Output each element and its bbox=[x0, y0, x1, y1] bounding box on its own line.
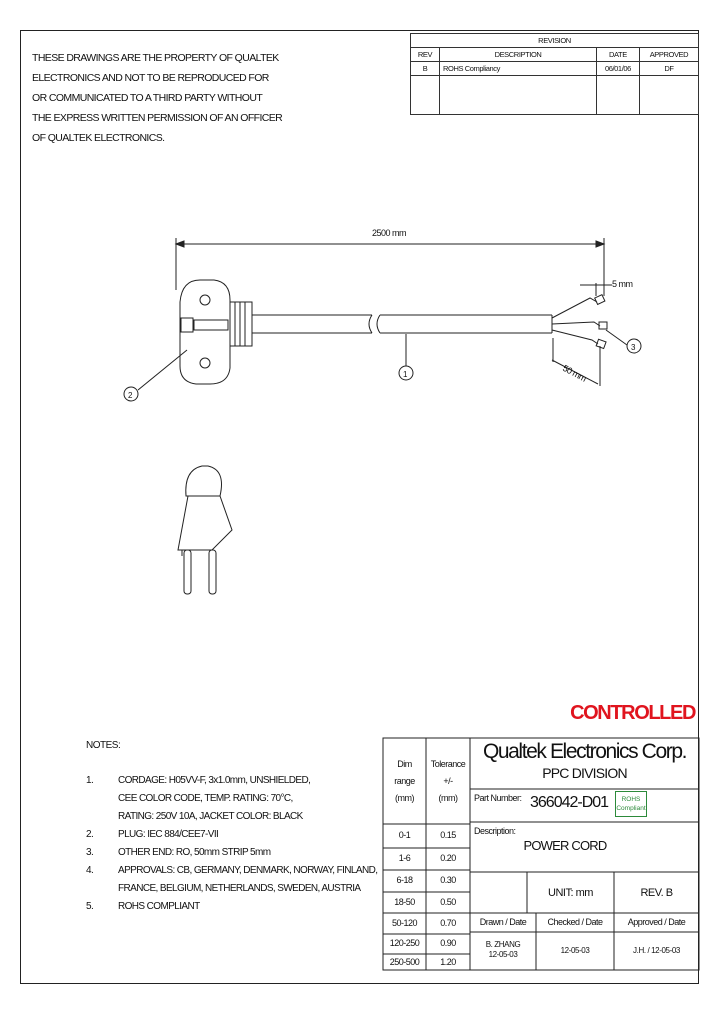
note-line: FRANCE, BELGIUM, NETHERLANDS, SWEDEN, AUSTRIA bbox=[118, 883, 361, 894]
dim-range: 250-500 bbox=[389, 957, 420, 967]
length-label: 2500 mm bbox=[372, 228, 407, 238]
tolerance-value: 1.20 bbox=[440, 957, 456, 967]
revision-header-rev: REV bbox=[411, 48, 440, 62]
tolerance-value: 0.70 bbox=[440, 918, 456, 928]
part-description: POWER CORD bbox=[523, 838, 607, 853]
property-notice-line: OF QUALTEK ELECTRONICS. bbox=[32, 132, 165, 144]
strip-label: 5 mm bbox=[612, 279, 633, 289]
description-label: Description: bbox=[474, 826, 516, 836]
rohs-badge-line: Compliant bbox=[616, 805, 646, 812]
dim-header-line: Dim bbox=[397, 759, 412, 769]
dim-range: 1-6 bbox=[398, 853, 411, 863]
note-line: OTHER END: RO, 50mm STRIP 5mm bbox=[118, 847, 271, 858]
tolerance-value: 0.90 bbox=[440, 938, 456, 948]
note-line: PLUG: IEC 884/CEE7-VII bbox=[118, 829, 219, 840]
dim-range: 6-18 bbox=[396, 875, 413, 885]
note-line: ROHS COMPLIANT bbox=[118, 901, 200, 912]
tolerance-value: 0.50 bbox=[440, 897, 456, 907]
callout-2: 2 bbox=[128, 391, 132, 400]
dim-range: 18-50 bbox=[394, 897, 415, 907]
revision-approved: DF bbox=[639, 62, 698, 76]
jacket-label: 50 mm bbox=[561, 362, 588, 384]
note-line: APPROVALS: CB, GERMANY, DENMARK, NORWAY, FINLAND, bbox=[118, 865, 378, 876]
rohs-badge bbox=[615, 791, 647, 817]
notes-title: NOTES: bbox=[86, 740, 121, 751]
tol-header-line: +/- bbox=[443, 776, 453, 786]
approved-label: Approved / Date bbox=[627, 917, 686, 927]
part-number-label: Part Number: bbox=[474, 793, 522, 803]
callout-1: 1 bbox=[403, 370, 407, 379]
checked-value: 12-05-03 bbox=[560, 946, 590, 955]
revision-header-date: DATE bbox=[597, 48, 640, 62]
drawn-date: 12-05-03 bbox=[488, 950, 518, 959]
note-line: CORDAGE: H05VV-F, 3x1.0mm, UNSHIELDED, bbox=[118, 775, 311, 786]
property-notice-line: ELECTRONICS AND NOT TO BE REPRODUCED FOR bbox=[32, 72, 269, 84]
revision-description: ROHS Compliancy bbox=[440, 62, 597, 76]
drawn-label: Drawn / Date bbox=[479, 917, 527, 927]
property-notice-line: OR COMMUNICATED TO A THIRD PARTY WITHOUT bbox=[32, 92, 263, 104]
division-name: PPC DIVISION bbox=[542, 765, 627, 781]
dim-range: 50-120 bbox=[391, 918, 418, 928]
unit-label: UNIT: mm bbox=[548, 887, 593, 899]
note-line: RATING: 250V 10A, JACKET COLOR: BLACK bbox=[118, 811, 303, 822]
dim-range-header bbox=[383, 756, 426, 807]
controlled-stamp: CONTROLLED bbox=[570, 702, 695, 724]
dim-range: 0-1 bbox=[398, 830, 411, 840]
dim-header-line: (mm) bbox=[395, 793, 414, 803]
tol-header-line: Tolerance bbox=[430, 759, 466, 769]
note-number: 1. bbox=[86, 775, 94, 786]
revision-header-description: DESCRIPTION bbox=[440, 48, 597, 62]
dim-range: 120-250 bbox=[389, 938, 420, 948]
tolerance-value: 0.15 bbox=[440, 830, 456, 840]
note-number: 5. bbox=[86, 901, 94, 912]
note-number: 2. bbox=[86, 829, 94, 840]
company-name: Qualtek Electronics Corp. bbox=[482, 740, 687, 763]
note-number: 3. bbox=[86, 847, 94, 858]
revision-rev: B bbox=[411, 62, 440, 76]
tol-header-line: (mm) bbox=[438, 793, 458, 803]
part-number: 366042-D01 bbox=[530, 794, 609, 811]
tolerance-value: 0.20 bbox=[440, 853, 456, 863]
revision-title: REVISION bbox=[411, 34, 699, 48]
revision-date: 06/01/06 bbox=[597, 62, 640, 76]
drawn-by: B. ZHANG bbox=[485, 940, 521, 949]
property-notice-line: THESE DRAWINGS ARE THE PROPERTY OF QUALTEK bbox=[32, 52, 279, 64]
checked-label: Checked / Date bbox=[547, 917, 603, 927]
tolerance-value: 0.30 bbox=[440, 875, 456, 885]
rev-label: REV. B bbox=[640, 887, 673, 899]
note-number: 4. bbox=[86, 865, 94, 876]
dim-header-line: range bbox=[394, 776, 415, 786]
drawn-value bbox=[470, 940, 536, 960]
property-notice-line: THE EXPRESS WRITTEN PERMISSION OF AN OFFICER bbox=[32, 112, 283, 124]
tolerance-header bbox=[426, 756, 470, 807]
callout-3: 3 bbox=[631, 343, 635, 352]
rohs-badge-line: ROHS bbox=[621, 796, 641, 803]
revision-header-approved: APPROVED bbox=[639, 48, 698, 62]
approved-value: J.H. / 12-05-03 bbox=[633, 946, 680, 955]
note-line: CEE COLOR CODE, TEMP. RATING: 70°C, bbox=[118, 793, 293, 804]
